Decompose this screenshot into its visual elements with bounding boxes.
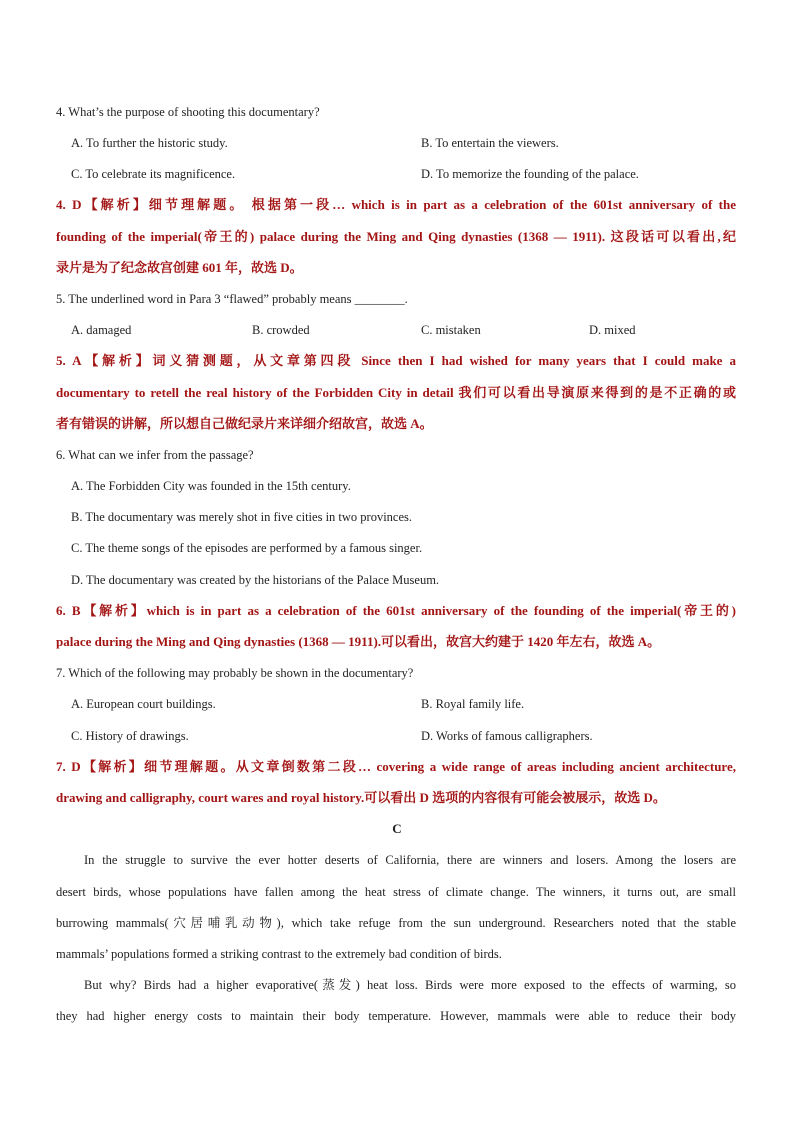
question-5-answer-line: 5. A【解析】词义猜测题，从文章第四段 Since then I had wished for many years that I could make a [56, 353, 736, 368]
question-7-answer-line: 7. D【解析】细节理解题。从文章倒数第二段… covering a wide range of areas including ancient architecture, [56, 759, 736, 774]
question-4-stem: 4. What’s the purpose of shooting this documentary? [56, 105, 320, 119]
question-4-option-c: C. To celebrate its magnificence. [71, 167, 236, 181]
question-4-option-b: B. To entertain the viewers. [421, 136, 559, 150]
section-heading: C [392, 821, 402, 836]
question-5-option-b: B. crowded [252, 323, 310, 337]
passage-line: mammals’ populations formed a striking contrast to the extremely bad condition of birds. [56, 947, 502, 961]
question-7-option-b: B. Royal family life. [421, 697, 525, 711]
question-7-option-c: C. History of drawings. [71, 729, 189, 743]
passage-line: desert birds, whose populations have fallen among the heat stress of climate change. The winners, it turns out, are small [56, 885, 736, 899]
question-5-option-a: A. damaged [71, 323, 132, 337]
passage-line: they had higher energy costs to maintain their body temperature. However, mammals were able to reduce their body [56, 1009, 736, 1023]
question-4-answer-line: founding of the imperial(帝王的) palace during the Ming and Qing dynasties (1368 — 1911). 这段话可以看出,纪 [56, 229, 736, 244]
question-6-option-a: A. The Forbidden City was founded in the 15th century. [71, 479, 351, 493]
question-6-answer-line: 6. B【解析】which is in part as a celebration of the 601st anniversary of the founding of the imperial(帝王的) [56, 603, 736, 618]
question-7-stem: 7. Which of the following may probably be shown in the documentary? [56, 666, 414, 680]
question-4-answer-line: 4. D【解析】细节理解题。 根据第一段… which is in part as a celebration of the 601st anniversary of the [56, 197, 736, 212]
passage-line: In the struggle to survive the ever hotter deserts of California, there are winners and losers. Among the losers are [84, 853, 736, 867]
question-5-option-d: D. mixed [589, 323, 636, 337]
question-6-option-d: D. The documentary was created by the historians of the Palace Museum. [71, 573, 440, 587]
question-7-answer-line: drawing and calligraphy, court wares and royal history.可以看出 D 选项的内容很有可能会被展示，故选 D。 [56, 790, 666, 805]
question-4-answer-line: 录片是为了纪念故宫创建 601 年，故选 D。 [56, 260, 303, 275]
passage-line: burrowing mammals(穴居哺乳动物), which take refuge from the sun underground. Researchers noted that the stable [56, 916, 736, 930]
question-4-option-d: D. To memorize the founding of the palace. [421, 167, 639, 181]
question-6-stem: 6. What can we infer from the passage? [56, 448, 254, 462]
passage-line: But why? Birds had a higher evaporative(蒸发) heat loss. Birds were more exposed to the effects of warming, so [84, 978, 736, 992]
question-6-option-b: B. The documentary was merely shot in five cities in two provinces. [71, 510, 413, 524]
question-5-answer-line: documentary to retell the real history of the Forbidden City in detail 我们可以看出导演原来得到的是不正确的或 [56, 385, 736, 400]
question-5-option-c: C. mistaken [421, 323, 481, 337]
question-7-option-d: D. Works of famous calligraphers. [421, 729, 593, 743]
question-4-option-a: A. To further the historic study. [71, 136, 228, 150]
question-5-answer-line: 者有错误的讲解，所以想自己做纪录片来详细介绍故宫，故选 A。 [56, 416, 433, 431]
question-5-stem: 5. The underlined word in Para 3 “flawed” probably means ________. [56, 292, 408, 306]
question-6-option-c: C. The theme songs of the episodes are performed by a famous singer. [71, 541, 423, 555]
question-7-option-a: A. European court buildings. [71, 697, 216, 711]
question-6-answer-line: palace during the Ming and Qing dynasties (1368 — 1911).可以看出，故宫大约建于 1420 年左右，故选 A。 [56, 634, 661, 649]
